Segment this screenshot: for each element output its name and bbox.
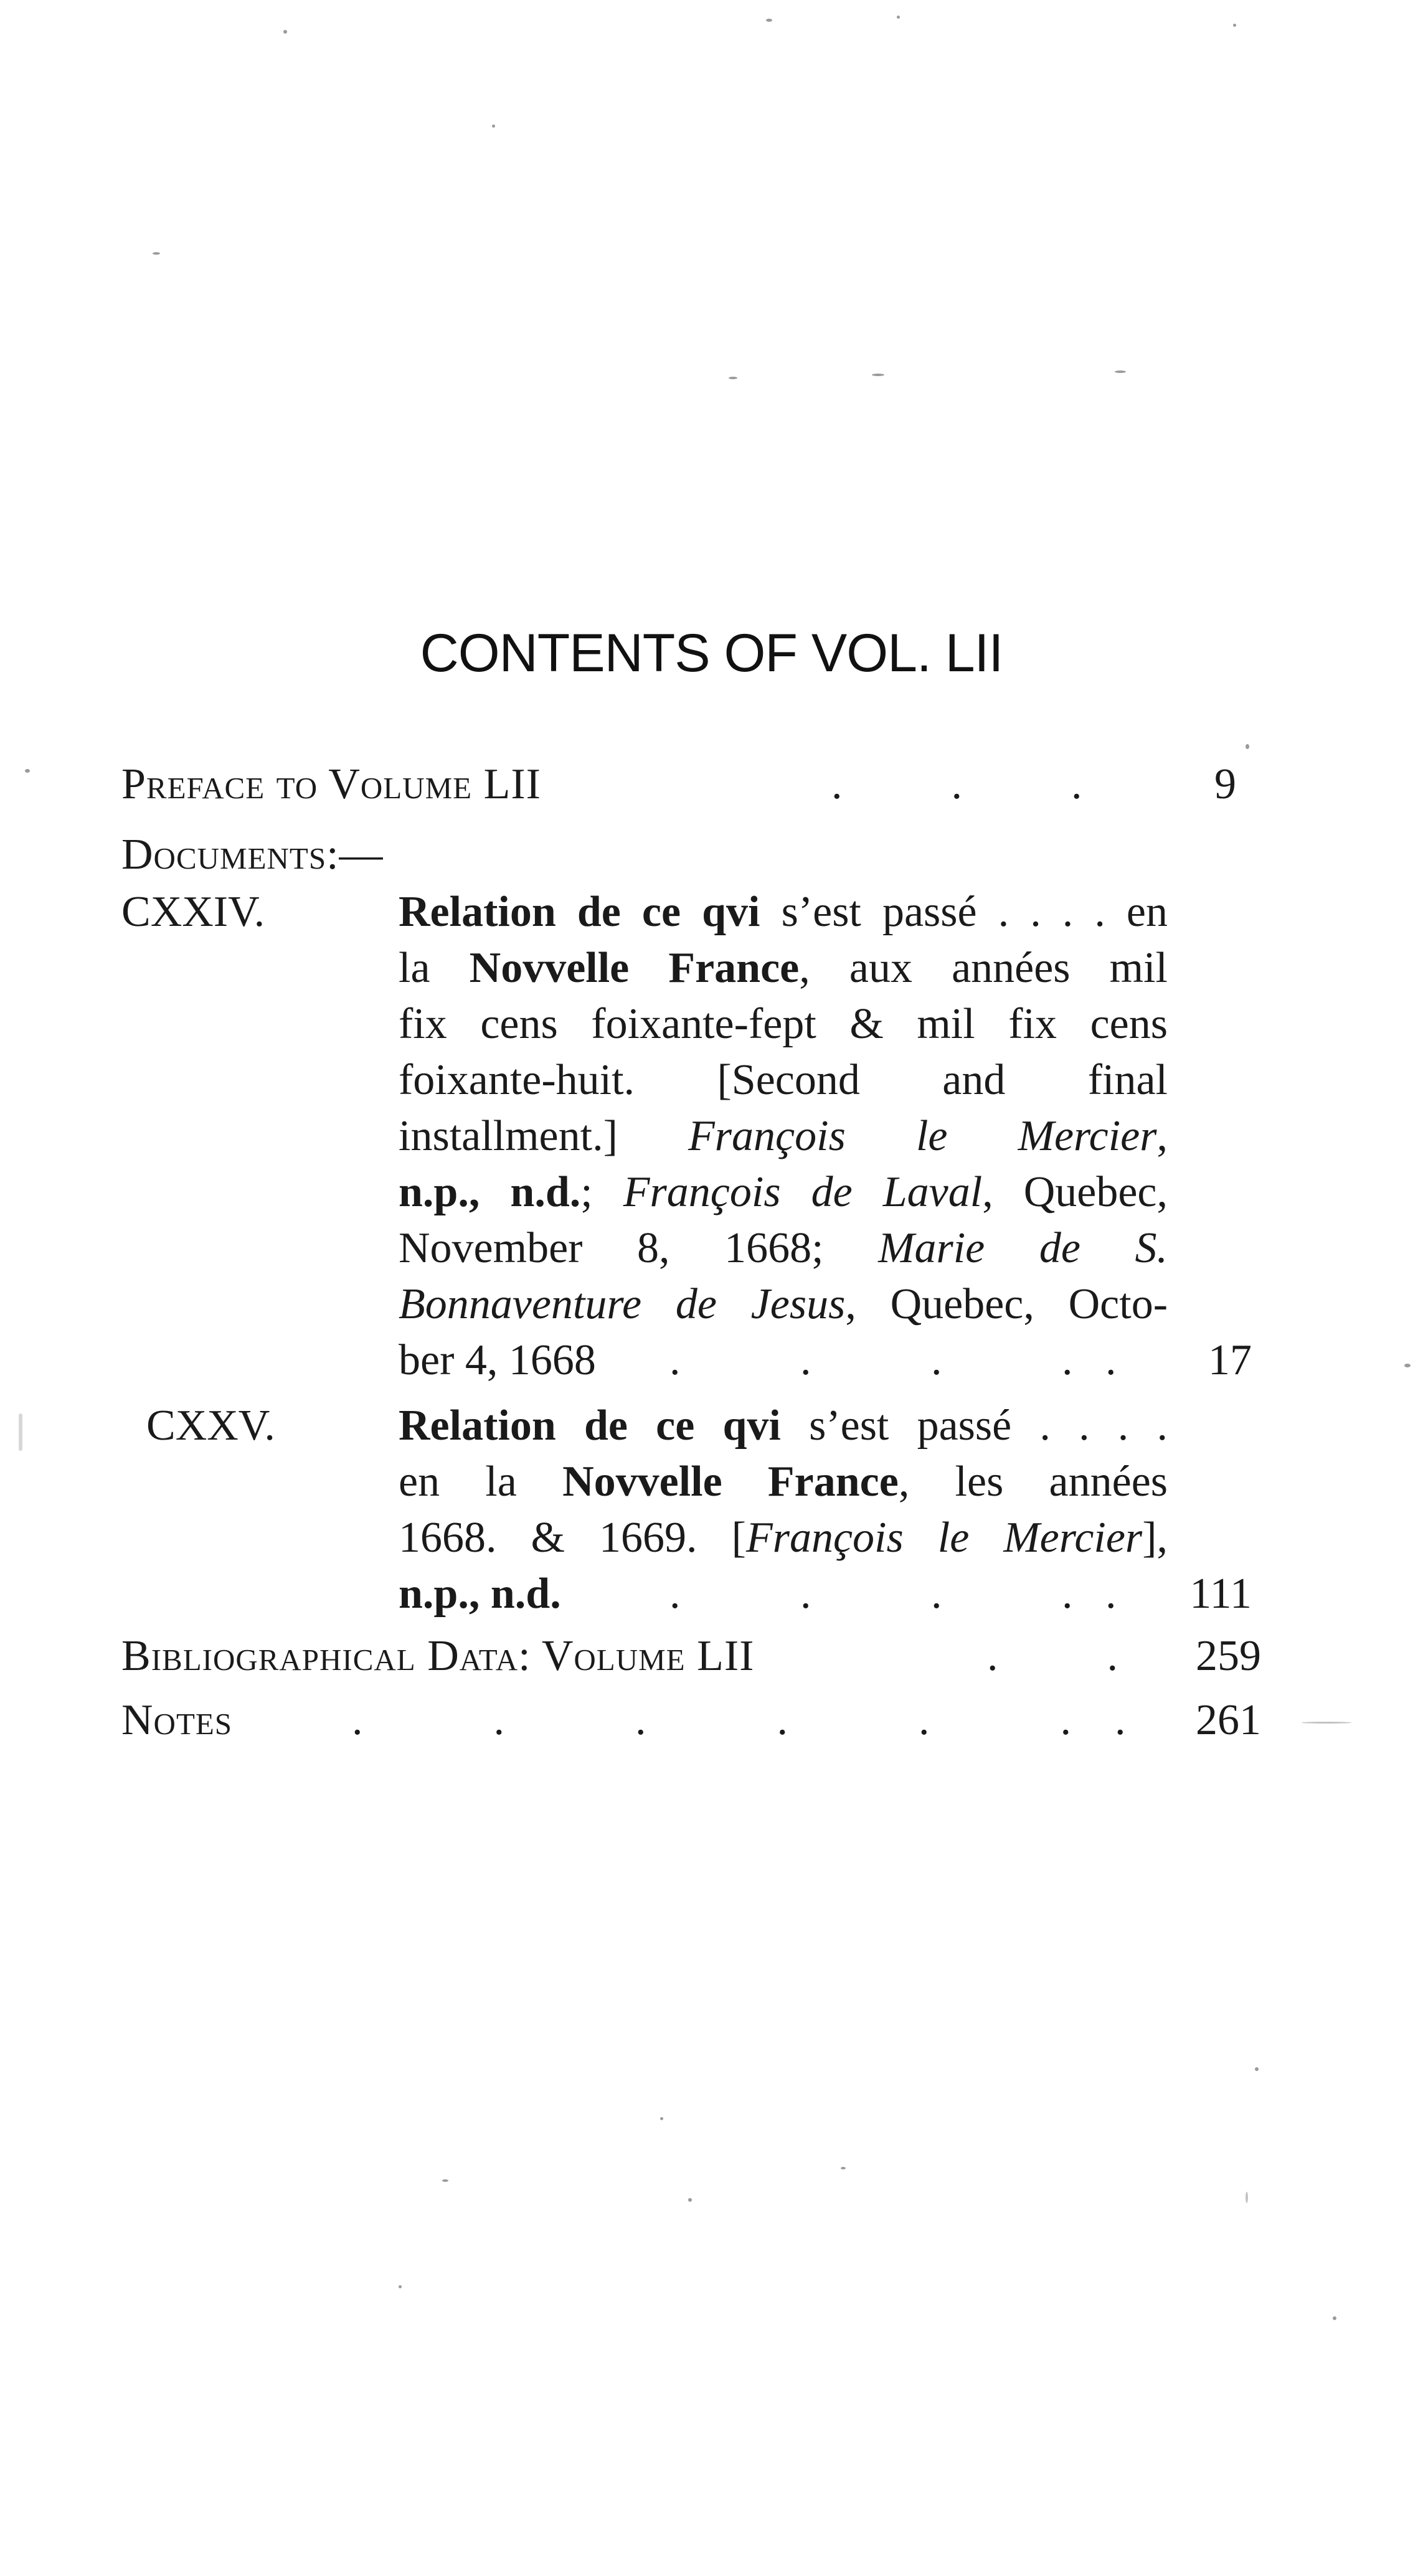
- paper-speck: [841, 2167, 846, 2169]
- toc-entry-label: Preface to Volume LII: [121, 760, 541, 808]
- paper-speck: [153, 252, 160, 255]
- toc-page-number: 259: [1196, 1632, 1261, 1680]
- toc-entry-label: Notes: [121, 1696, 233, 1744]
- toc-page-number: 111: [1189, 1570, 1252, 1618]
- paper-speck: [1302, 1722, 1351, 1724]
- paper-speck: [1246, 744, 1249, 749]
- toc-page-number: 261: [1196, 1696, 1261, 1744]
- description-line: la Novvelle France, aux années mil: [399, 944, 1168, 992]
- page-title: CONTENTS OF VOL. LII: [420, 623, 1003, 683]
- document-number: CXXV.: [146, 1402, 275, 1450]
- paper-speck: [492, 125, 495, 128]
- paper-speck: [1233, 24, 1236, 27]
- leader-dots: . .: [987, 1632, 1118, 1680]
- description-line: installment.] François le Mercier,: [399, 1112, 1168, 1160]
- paper-speck: [872, 374, 884, 376]
- description-line: Relation de ce qvi s’est passé . . . . en: [399, 888, 1168, 936]
- description-line: n.p., n.d.; François de Laval, Quebec,: [399, 1168, 1168, 1216]
- paper-speck: [25, 769, 30, 773]
- paper-speck: [1404, 1364, 1411, 1367]
- description-line: Bonnaventure de Jesus, Quebec, Octo-: [399, 1280, 1168, 1328]
- paper-speck: [1115, 370, 1126, 373]
- toc-section-label: Documents:—: [121, 831, 384, 879]
- toc-entry-preface: [121, 757, 1261, 813]
- toc-entry-notes: [121, 1692, 1261, 1748]
- paper-speck: [442, 2179, 448, 2182]
- paper-speck: [766, 19, 772, 22]
- description-line: November 8, 1668; Marie de S.: [399, 1224, 1168, 1272]
- leader-dots: . . . . .: [669, 1570, 1117, 1618]
- toc-page-number: 17: [1208, 1336, 1252, 1384]
- paper-speck: [660, 2117, 663, 2120]
- toc-entry-label: Bibliographical Data: Volume LII: [121, 1632, 755, 1680]
- paper-speck: [729, 377, 737, 379]
- description-line: en la Novvelle France, les années: [399, 1458, 1168, 1506]
- description-line: 1668. & 1669. [François le Mercier],: [399, 1514, 1168, 1562]
- description-line: foixante-huit. [Second and final: [399, 1056, 1168, 1104]
- paper-speck: [19, 1413, 22, 1451]
- paper-speck: [688, 2198, 692, 2202]
- leader-dots: . . . . .: [669, 1336, 1117, 1384]
- description-line: Relation de ce qvi s’est passé . . . .: [399, 1402, 1168, 1450]
- toc-section-documents: [121, 827, 1261, 883]
- leader-dots: . . .: [831, 760, 1082, 808]
- document-number: CXXIV.: [121, 888, 265, 936]
- leader-dots: . . . . . . .: [352, 1696, 1126, 1744]
- toc-page-number: 9: [1214, 760, 1236, 808]
- toc-entry-bibliographical-data: [121, 1628, 1261, 1684]
- paper-speck: [1246, 2192, 1248, 2203]
- paper-speck: [1333, 2316, 1336, 2320]
- document-description: [399, 884, 1168, 1389]
- paper-speck: [399, 2285, 402, 2288]
- description-line: fix cens foixante-fept & mil fix cens: [399, 1000, 1168, 1048]
- paper-speck: [283, 30, 287, 34]
- description-line: n.p., n.d.: [399, 1570, 561, 1618]
- paper-speck: [1255, 2067, 1259, 2071]
- description-line: ber 4, 1668: [399, 1336, 596, 1384]
- paper-speck: [897, 16, 900, 19]
